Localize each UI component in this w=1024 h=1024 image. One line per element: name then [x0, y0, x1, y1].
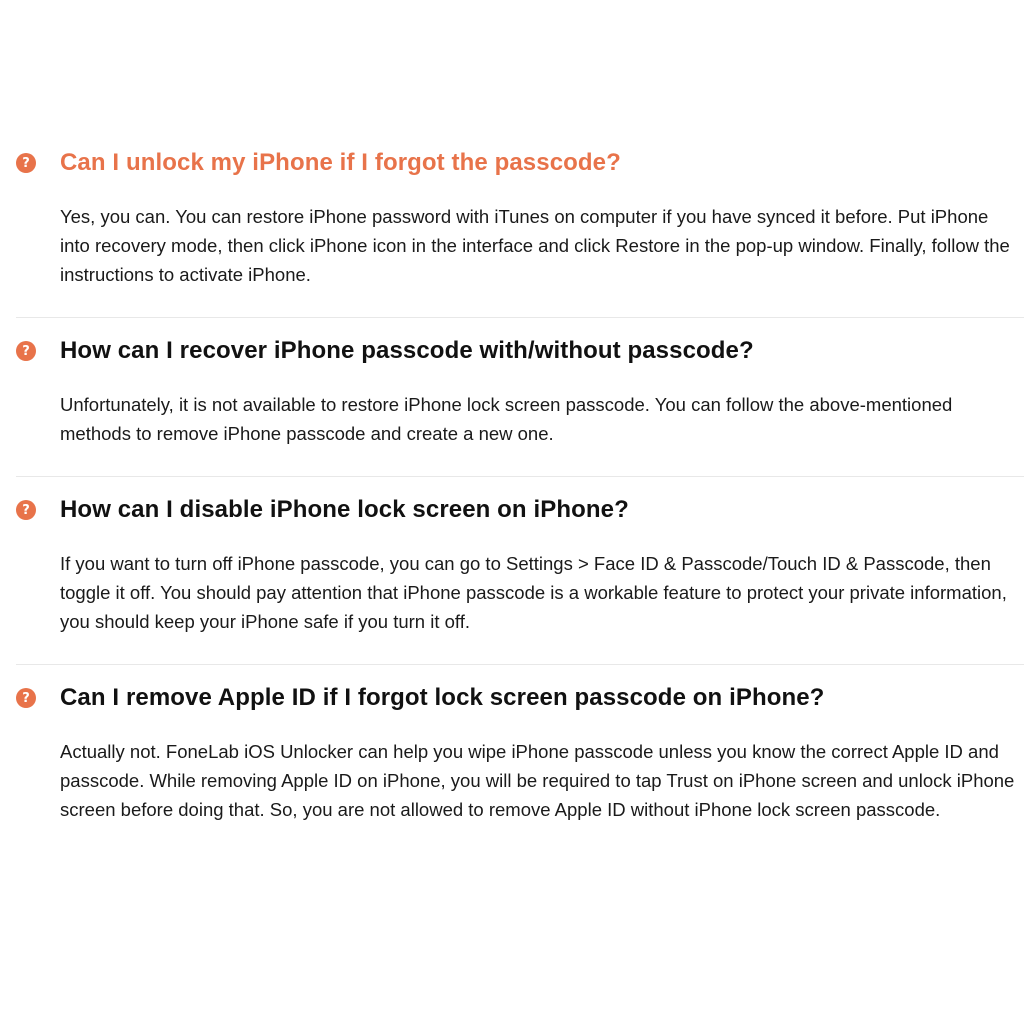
faq-item: [16, 665, 1024, 852]
question-circle-icon: ?: [16, 500, 36, 520]
faq-question[interactable]: How can I recover iPhone passcode with/without passcode?: [60, 337, 754, 364]
faq-question[interactable]: Can I unlock my iPhone if I forgot the passcode?: [60, 149, 621, 176]
question-circle-icon: ?: [16, 153, 36, 173]
faq-item: [16, 130, 1024, 318]
faq-item: [16, 477, 1024, 665]
faq-answer: Actually not. FoneLab iOS Unlocker can help you wipe iPhone passcode unless you know the correct Apple ID and passcode. While removing Apple ID on iPhone, you will be required to tap Trust on iPhone screen and unlock iPhone screen before doing that. So, you are not allowed to remove Apple ID without iPhone lock screen passcode.: [60, 741, 1015, 820]
faq-question-row[interactable]: [16, 493, 1024, 527]
faq-question-row[interactable]: [16, 334, 1024, 368]
question-circle-icon: ?: [16, 688, 36, 708]
faq-question[interactable]: How can I disable iPhone lock screen on iPhone?: [60, 496, 629, 523]
faq-question[interactable]: Can I remove Apple ID if I forgot lock screen passcode on iPhone?: [60, 684, 825, 711]
faq-answer: If you want to turn off iPhone passcode, you can go to Settings > Face ID & Passcode/Touch ID & Passcode, then toggle it off. You should pay attention that iPhone passcode is a workable feature to protect your private information, you should keep your iPhone safe if you turn it off.: [60, 553, 1007, 632]
faq-question-row[interactable]: [16, 146, 1024, 180]
faq-answer: Unfortunately, it is not available to restore iPhone lock screen passcode. You can follow the above-mentioned methods to remove iPhone passcode and create a new one.: [60, 394, 953, 444]
faq-list: [16, 130, 1024, 852]
faq-item: [16, 318, 1024, 477]
faq-question-row[interactable]: [16, 681, 1024, 715]
faq-answer: Yes, you can. You can restore iPhone password with iTunes on computer if you have synced it before. Put iPhone into recovery mode, then click iPhone icon in the interface and click Restore in the pop-up window. Finally, follow the instructions to activate iPhone.: [60, 206, 1010, 285]
question-circle-icon: ?: [16, 341, 36, 361]
